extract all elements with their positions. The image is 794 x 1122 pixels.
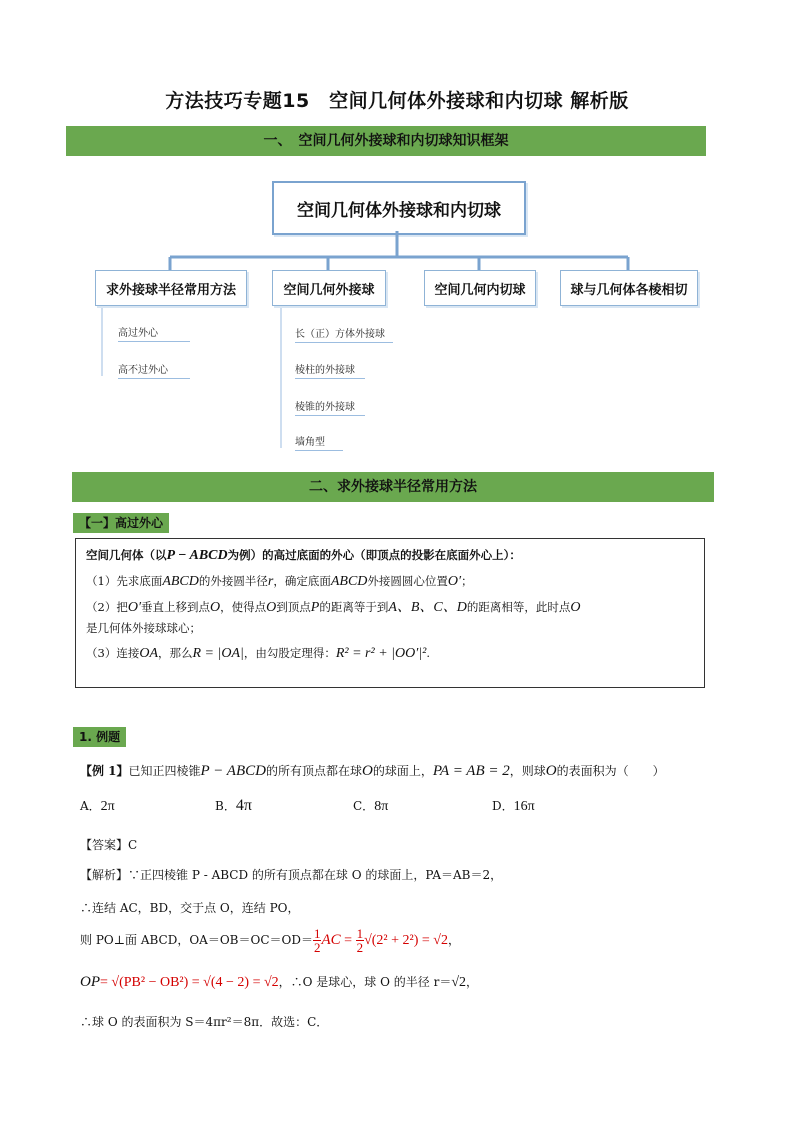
mindmap-leaf-prism: 棱柱的外接球 [295,361,365,379]
mindmap-node-edge-tangent: 球与几何体各棱相切 [560,270,698,306]
subsection-tag-example: 1. 例题 [73,727,126,747]
mindmap-connectors [0,0,794,470]
example-question: 【例 1】已知正四棱锥P − ABCD的所有顶点都在球O的球面上，PA = AB = 2，则球O的表面积为（ ） [80,763,665,779]
solution-line-1: 【解析】∵正四棱锥 P - ABCD 的所有顶点都在球 O 的球面上，PA＝AB＝2， [80,868,503,882]
option-b[interactable]: B．4π [215,797,252,814]
mindmap-leaf-cuboid: 长（正）方体外接球 [295,325,393,343]
mindmap-node-method: 求外接球半径常用方法 [95,270,247,306]
solution-line-3: 则 PO⊥面 ABCD，OA＝OB＝OC＝OD＝ $\frac{1}{2}$ AC = $\frac{1}{2}$ √(2² + 2²) = √2， [80,926,460,955]
mindmap-leaf-high-through-center: 高过外心 [118,324,190,342]
fraction-half: $\frac{1}{2}$ [313,926,321,955]
option-c[interactable]: C．8π [353,799,389,814]
subsection-tag-high-center: 【一】高过外心 [73,513,169,533]
method-box: 空间几何体（以P − ABCD为例）的高过底面的外心（即顶点的投影在底面外心上）： （1）先求底面ABCD的外接圆半径r，确定底面ABCD外接圆圆心位置O′； （2）把O′垂直上移到点O，使得点O到顶点P的距离等于到A、B、C、D的距离相等，此时点O 是几何体外接球球心； （3）连接OA，那么R = |OA|，由勾股定理得：R² = r² + |OO′|². [75,538,705,688]
section-header-method: 二、求外接球半径常用方法 [72,472,714,502]
mindmap-node-inner-sphere: 空间几何内切球 [424,270,536,306]
mindmap-leaf-pyramid: 棱锥的外接球 [295,398,365,416]
option-d[interactable]: D．16π [492,799,535,814]
mindmap-node-outer-sphere: 空间几何外接球 [272,270,386,306]
solution-line-4: OP= √(PB² − OB²) = √(4 − 2) = √2，∴O 是球心，球 O 的半径 r＝√2， [80,974,479,990]
answer-line: 【答案】C [80,838,138,852]
solution-line-2: ∴连结 AC，BD，交于点 O，连结 PO， [80,901,300,915]
section-header-framework: 一、 空间几何外接球和内切球知识框架 [66,126,706,156]
fraction-half-2: $\frac{1}{2}$ [356,926,364,955]
mindmap-leaf-corner: 墙角型 [295,433,343,451]
page-title: 方法技巧专题15 空间几何体外接球和内切球 解析版 [165,90,629,112]
mindmap-root: 空间几何体外接球和内切球 [272,181,526,235]
option-a[interactable]: A．2π [80,799,115,814]
mindmap-leaf-high-not-center: 高不过外心 [118,361,190,379]
solution-line-5: ∴球 O 的表面积为 S＝4πr²＝8π．故选：C． [80,1015,329,1029]
